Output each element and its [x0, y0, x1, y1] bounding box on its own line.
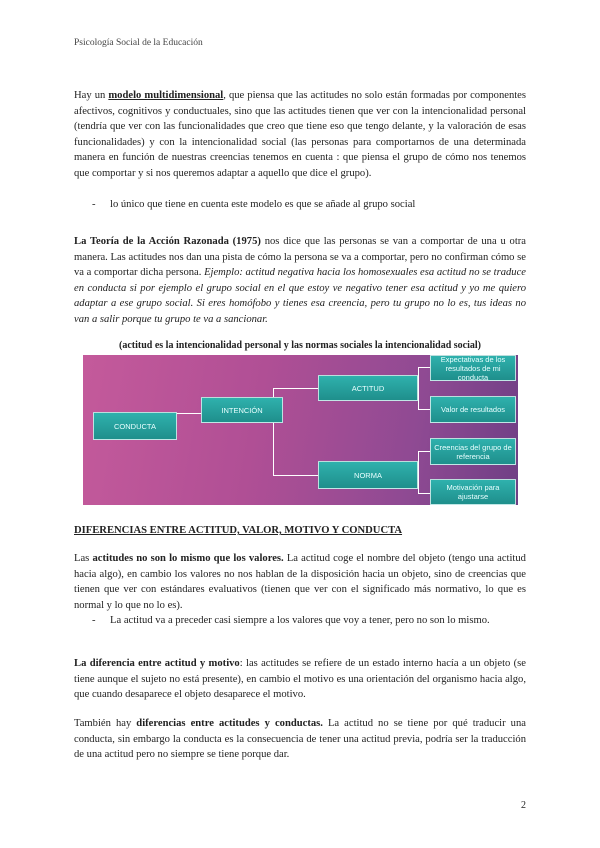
connector [418, 409, 430, 410]
text: También hay [74, 718, 137, 729]
bullet-grupo-social: lo único que tiene en cuenta este modelo es que se añade al grupo social [110, 199, 416, 210]
bullet-dash: - [92, 199, 96, 210]
connector [418, 451, 430, 452]
connector [418, 451, 419, 493]
term-modelo-multidimensional: modelo multidimensional [108, 90, 224, 101]
bullet-actitud-valores: La actitud va a preceder casi siempre a los valores que voy a tener, pero no son lo mismo. [110, 615, 490, 626]
text: : las actitudes se refiere de un estado interno hacía a un objeto (se tiene aunque el sujeto no está presente), en cambio el motivo es una orientación del organismo hacia algo, que cuando desaparece el objeto desaparece el motivo. [74, 658, 526, 701]
paragraph-actitud-conducta [74, 716, 526, 763]
connector [418, 493, 430, 494]
paragraph-actitud-valor [74, 551, 526, 613]
bullet-dash: - [92, 615, 96, 626]
box-motivacion: Motivación para ajustarse [430, 479, 516, 505]
term-actitudes-conductas: diferencias entre actitudes y conductas. [136, 718, 323, 729]
box-creencias-grupo: Creencias del grupo de referencia [430, 438, 516, 465]
section-heading: DIFERENCIAS ENTRE ACTITUD, VALOR, MOTIVO Y CONDUCTA [74, 525, 403, 536]
term-actitudes-valores: actitudes no son lo mismo que los valores. [92, 553, 284, 564]
term-accion-razonada: La Teoría de la Acción Razonada (1975) [74, 236, 261, 247]
box-norma: NORMA [318, 461, 418, 489]
diagram-caption: (actitud es la intencionalidad personal y las normas sociales la intencionalidad social) [119, 340, 481, 351]
connector [418, 367, 430, 368]
text: La actitud coge el nombre del objeto (tengo una actitud hacia algo), en cambio los valores no nos hablan de la disposición hacia un objeto, sino de creencias que tienen que ver con estándares evaluativos (tienen que ver con el significado más normativo, lo que es normal y lo que no lo es). [74, 553, 526, 611]
page-header: Psicología Social de la Educación [74, 38, 203, 48]
example-text: Ejemplo: actitud negativa hacia los homosexuales esa actitud no se traduce en conducta si por ejemplo el grupo social en el que estoy ve negativo tener esa actitud y yo me quiero adaptar a ese grupo social. Si eres homófobo y tienes esa creencia, pero tu grupo no lo es, tus ideas no van a salir porque tu grupo te va a sancionar. [74, 267, 527, 325]
page-number: 2 [521, 800, 526, 811]
paragraph-accion-razonada [74, 234, 526, 328]
text: nos dice que las personas se van a comportar de una u otra manera. Las actitudes nos dan una pista de cómo la persona se va a comportar, pero no confirman cómo se va a comportar dicha persona. [74, 236, 526, 279]
paragraph-actitud-motivo [74, 656, 526, 703]
connector [273, 388, 318, 389]
text: La actitud no se tiene por qué traducir una conducta, sin embargo la conducta es la consecuencia de tener una actitud previa, podría ser la traducción de una actitud pero no siempre se tiene porque dar. [74, 718, 526, 761]
box-intencion: INTENCIÓN [201, 397, 283, 423]
text: Hay un [74, 90, 109, 101]
text: , que piensa que las actitudes no solo están formadas por componentes afectivos, cognitivos y conductuales, sino que las actitudes tienen que ver con la intencionalidad personal (tendría que ver con las funcionalidades que creo que tiene eso que tengo delante, y la valoración de esas funcionalidades) y con la intencionalidad social (las personas para comportarnos de una determinada manera en función de nuestras creencias tenemos en cuenta : que piensa el grupo de cómo nos tenemos que comportar y si nos queremos adaptar a aquello que dice el grupo). [74, 90, 527, 179]
box-expectativas: Expectativas de los resultados de mi conducta [430, 355, 516, 381]
box-actitud: ACTITUD [318, 375, 418, 401]
accion-razonada-diagram [83, 355, 518, 505]
box-conducta: CONDUCTA [93, 412, 177, 440]
box-valor-resultados: Valor de resultados [430, 396, 516, 423]
text: Las [74, 553, 93, 564]
connector [418, 367, 419, 409]
term-actitud-motivo: La diferencia entre actitud y motivo [74, 658, 240, 669]
connector [273, 475, 318, 476]
paragraph-multidimensional [74, 88, 526, 182]
